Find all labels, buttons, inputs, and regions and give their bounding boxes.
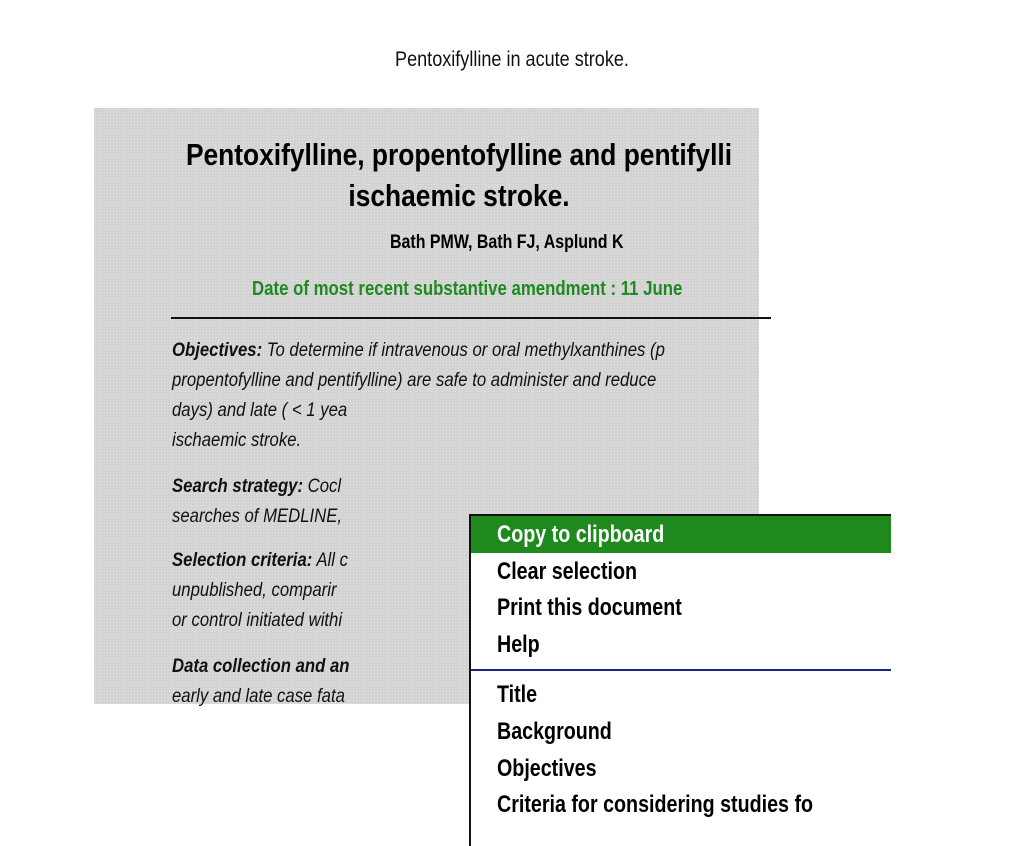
menu-item-help[interactable]: Help bbox=[497, 631, 540, 658]
document-title-line-1: Pentoxifylline, propentofylline and pentifylli bbox=[185, 137, 733, 172]
menu-item-clear-selection[interactable]: Clear selection bbox=[497, 558, 638, 585]
menu-separator bbox=[471, 669, 891, 671]
document-authors: Bath PMW, Bath FJ, Asplund K bbox=[390, 232, 624, 253]
selection-criteria-label: Selection criteria: bbox=[172, 550, 313, 571]
menu-item-copy-to-clipboard[interactable]: Copy to clipboard bbox=[471, 516, 891, 553]
search-strategy-text-1: Cocl bbox=[303, 476, 342, 497]
menu-item-background[interactable]: Background bbox=[497, 718, 612, 745]
menu-item-title[interactable]: Title bbox=[497, 681, 538, 708]
objectives-text-2: propentofylline and pentifylline) are safe to administer and reduce bbox=[172, 370, 657, 391]
objectives-text-1: To determine if intravenous or oral methylxanthines (p bbox=[262, 340, 665, 361]
search-strategy-label: Search strategy: bbox=[172, 476, 304, 497]
objectives-text-3: days) and late ( < 1 yea bbox=[172, 400, 348, 421]
menu-item-criteria[interactable]: Criteria for considering studies fo bbox=[497, 791, 814, 818]
data-collection-label: Data collection and an bbox=[172, 656, 350, 677]
objectives-section[interactable] bbox=[172, 336, 735, 456]
divider-rule bbox=[171, 317, 771, 319]
document-viewport[interactable] bbox=[94, 108, 814, 818]
context-menu[interactable] bbox=[469, 514, 891, 846]
selection-criteria-text-1: All c bbox=[312, 550, 348, 571]
selection-criteria-text-2: unpublished, comparir bbox=[172, 580, 337, 601]
document-title-line-2: ischaemic stroke. bbox=[348, 178, 570, 213]
selection-criteria-text-3: or control initiated withi bbox=[172, 610, 343, 631]
amendment-date: Date of most recent substantive amendment : 11 June bbox=[252, 278, 683, 300]
objectives-text-4: ischaemic stroke. bbox=[172, 430, 302, 451]
search-strategy-text-2: searches of MEDLINE, bbox=[172, 506, 343, 527]
menu-item-print-this-document[interactable]: Print this document bbox=[497, 594, 682, 621]
objectives-label: Objectives: bbox=[172, 340, 263, 361]
slide-caption: Pentoxifylline in acute stroke. bbox=[395, 48, 629, 71]
menu-item-objectives[interactable]: Objectives bbox=[497, 755, 597, 782]
data-collection-text-1: early and late case fata bbox=[172, 686, 345, 707]
document-title bbox=[136, 134, 782, 216]
